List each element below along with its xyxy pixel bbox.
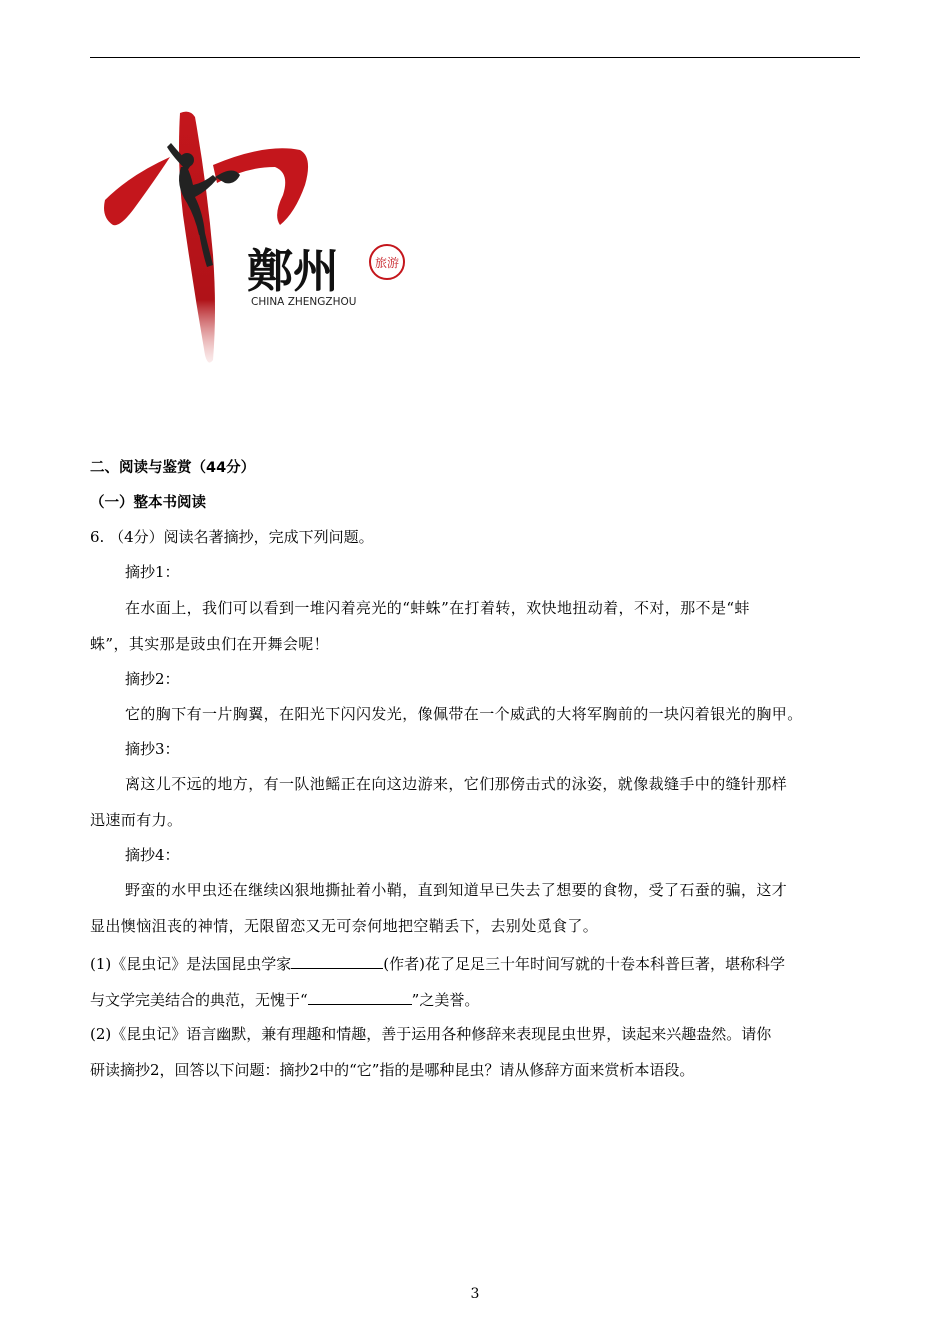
excerpt-label: 摘抄4： <box>125 846 180 864</box>
header-rule <box>90 57 860 58</box>
excerpt-label: 摘抄2： <box>125 670 180 688</box>
excerpt-label: 摘抄1： <box>125 563 180 581</box>
subquestion-2-line-1: (2)《昆虫记》语言幽默，兼有理趣和情趣，善于运用各种修辞来表现昆虫世界，读起来兴趣盎然。请你 <box>90 1025 772 1043</box>
red-brush-left-stroke <box>104 157 170 225</box>
subquestion-1-line-1 <box>90 952 785 974</box>
subquestion-1-line-2 <box>90 988 479 1010</box>
excerpt-text: 迅速而有力。 <box>90 811 183 829</box>
title-answer-blank[interactable] <box>308 988 412 1005</box>
section-title: 二、阅读与鉴赏（44分） <box>90 460 256 476</box>
excerpt-text: 离这儿不远的地方，有一队池鳐正在向这边游来，它们那傍击式的泳姿，就像裁缝手中的缝针那样 <box>125 775 788 793</box>
excerpt-text: 显出懊恼沮丧的神情，无限留恋又无可奈何地把空鞘丢下，去别处觅食了。 <box>90 917 599 935</box>
red-brush-arch-stroke <box>213 148 308 225</box>
subquestion-1-text-a: (1)《昆虫记》是法国昆虫学家 <box>90 955 292 973</box>
logo-subtitle: CHINA ZHENGZHOU <box>251 296 357 308</box>
subquestion-1-text-c: 与文学完美结合的典范，无愧于“ <box>90 991 308 1009</box>
subquestion-1-text-b: (作者)花了足足三十年时间写就的十卷本科普巨著，堪称科学 <box>383 955 785 973</box>
question-stem: 6. （4分）阅读名著摘抄，完成下列问题。 <box>90 528 374 546</box>
excerpt-text: 蛛”，其实那是豉虫们在开舞会呢！ <box>90 635 330 653</box>
subquestion-2-line-2: 研读摘抄2，回答以下问题：摘抄2中的“它”指的是哪种昆虫？请从修辞方面来赏析本语段。 <box>90 1061 695 1079</box>
subquestion-1-text-d: ”之美誉。 <box>411 991 480 1009</box>
author-answer-blank[interactable] <box>291 952 383 969</box>
logo-calligraphy-name: 鄭州 <box>247 244 339 298</box>
red-brush-vertical-stroke <box>179 112 215 363</box>
section-subtitle: （一）整本书阅读 <box>90 495 206 511</box>
excerpt-text: 它的胸下有一片胸翼，在阳光下闪闪发光，像佩带在一个威武的大将军胸前的一块闪着银光的胸甲。 <box>125 705 803 723</box>
zhengzhou-tourism-logo <box>95 105 415 370</box>
excerpt-text: 野蛮的水甲虫还在继续凶狠地撕扯着小鞘，直到知道早已失去了想要的食物，受了石蚕的骗，这才 <box>125 881 788 899</box>
page-number: 3 <box>470 1286 480 1302</box>
logo-seal-text: 旅游 <box>374 256 400 270</box>
excerpt-label: 摘抄3： <box>125 740 180 758</box>
excerpt-text: 在水面上，我们可以看到一堆闪着亮光的“蚌蛛”在打着转，欢快地扭动着，不对，那不是“蚌 <box>125 599 750 617</box>
